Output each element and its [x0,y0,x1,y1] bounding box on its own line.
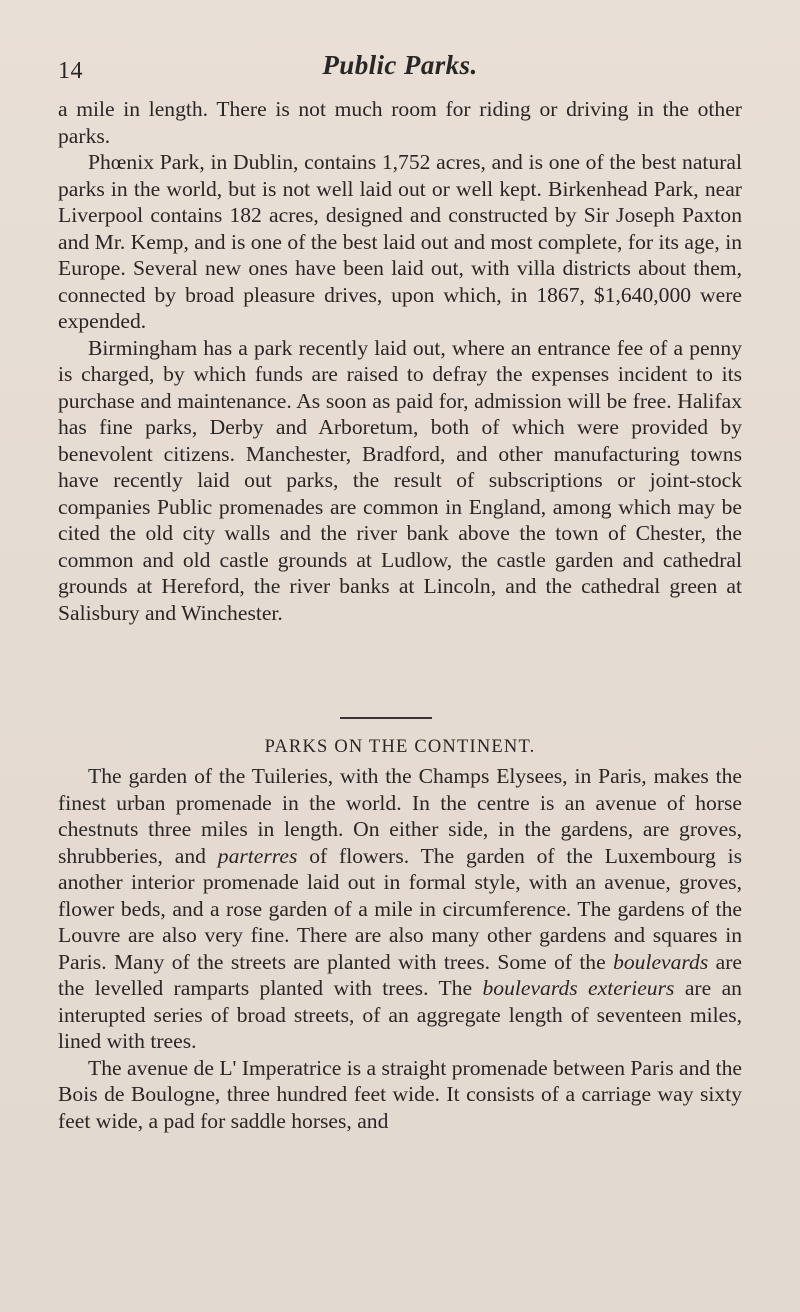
tuileries-text-a: The garden of the Tuileries, with the Champs Elysees, in Paris, makes the finest urban promenade in the world. In the centre is an avenue of horse chestnuts three miles in length. On either side, in the gardens, are groves, shrubberies, and [58,764,742,868]
phoenix-park-paragraph: Phœnix Park, in Dublin, contains 1,752 acres, and is one of the best natural parks in the world, but is not well laid out or well kept. Birkenhead Park, near Liverpool contains 182 acres, designed and constructed by Sir Joseph Paxton and Mr. Kemp, and is one of the best laid out and most complete, for its age, in Europe. Several new ones have been laid out, with villa districts about them, connected by broad pleasure drives, upon which, in 1867, $1,640,000 were expended. [58,150,742,333]
page-header [58,50,742,90]
tuileries-text-d: are an interupted series of broad streets, of an aggregate length of seventeen miles, lined with trees. [58,976,742,1053]
second-section [58,763,742,1134]
tuileries-text-b: of flowers. The garden of the Luxembourg is another interior promenade laid out in formal style, with an avenue, groves, flower beds, and a rose garden of a mile in circumference. The gardens of the Louvre are also very fine. There are also many other gardens and squares in Paris. Many of the streets are planted with trees. Some of the [58,843,742,974]
section-divider [340,717,432,719]
continuation-paragraph: a mile in length. There is not much room for riding or driving in the other parks. [58,97,742,148]
page-number: 14 [58,58,83,84]
first-section [58,96,742,626]
parterres-term: parterres [217,843,298,868]
boulevards-exterieurs-term: boulevards exterieurs [482,976,675,1000]
tuileries-text-c: are the levelled ramparts planted with trees. The [58,949,742,1000]
imperatrice-paragraph: The avenue de L' Imperatrice is a straight promenade between Paris and the Bois de Boulogne, three hundred feet wide. It consists of a carriage way sixty feet wide, a pad for saddle horses, and [58,1055,742,1133]
section-heading: PARKS ON THE CONTINENT. [264,737,536,757]
boulevards-term: boulevards [613,949,709,974]
birmingham-paragraph: Birmingham has a park recently laid out, where an entrance fee of a penny is charged, by which funds are raised to defray the expenses incident to its purchase and maintenance. As soon as paid for, admission will be free. Halifax has fine parks, Derby and Arboretum, both of which were provided by benevolent citizens. Manchester, Bradford, and other manufacturing towns have recently laid out parks, the result of subscriptions or joint-stock companies Public promenades are common in England, among which may be cited the old city walls and the river bank above the town of Chester, the common and old castle grounds at Ludlow, the castle garden and cathedral grounds at Hereford, the river banks at Lincoln, and the cathedral green at Salisbury and Winchester. [58,335,742,625]
tuileries-paragraph [58,763,742,1055]
running-head: Public Parks. [322,50,478,80]
